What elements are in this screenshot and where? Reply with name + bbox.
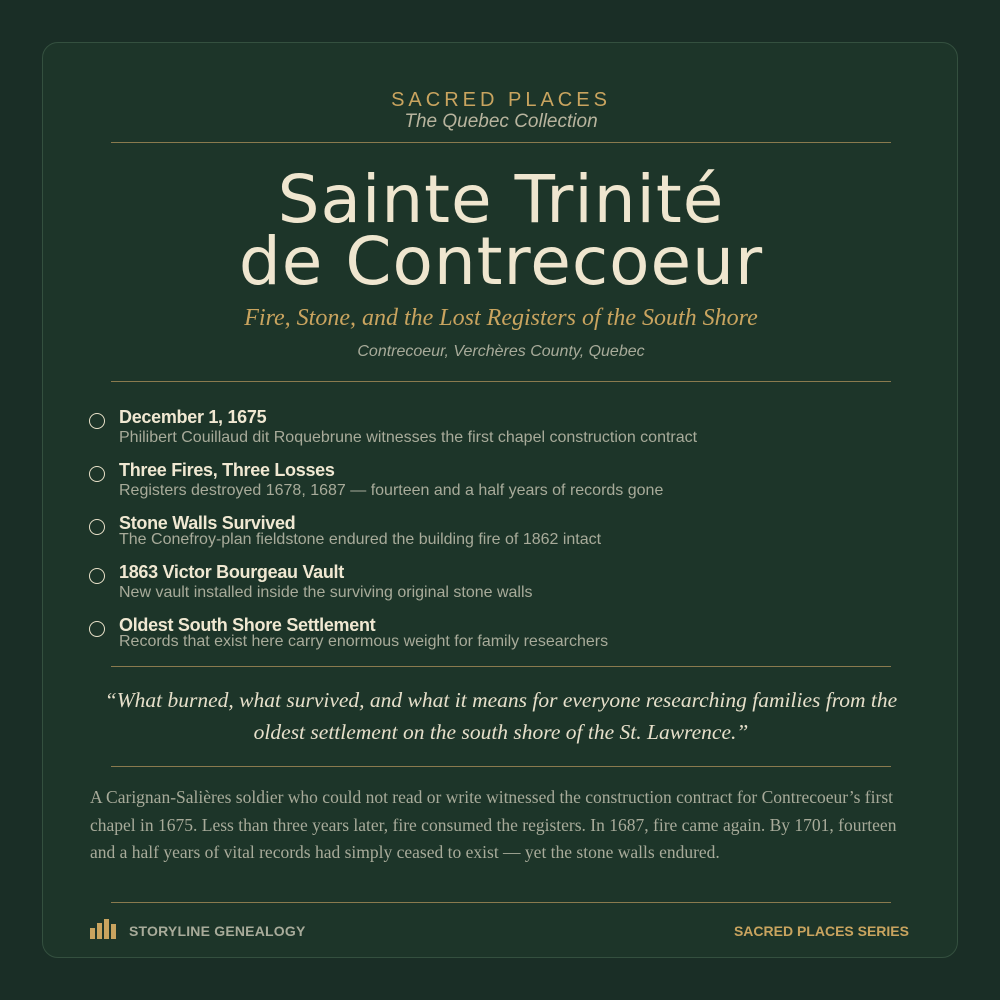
series-footer-label: SACRED PLACES SERIES	[733, 923, 909, 939]
circle-bullet-icon	[89, 568, 105, 584]
timeline-description: The Conefroy-plan fieldstone endured the building fire of 1862 intact	[119, 531, 602, 548]
timeline-heading: Oldest South Shore Settlement	[119, 615, 376, 635]
divider	[111, 666, 891, 667]
circle-bullet-icon	[89, 519, 105, 535]
timeline-description: New vault installed inside the surviving original stone walls	[119, 584, 533, 601]
poster-card	[42, 42, 958, 958]
timeline-description: Philibert Couillaud dit Roquebrune witnesses the first chapel construction contract	[119, 429, 698, 446]
divider	[111, 766, 891, 767]
pull-quote: “What burned, what survived, and what it means for everyone researching families from the oldest settlement on the south shore of the St. Lawrence.”	[104, 688, 898, 744]
page-title	[43, 161, 959, 300]
timeline-heading: Stone Walls Survived	[119, 513, 296, 533]
divider	[111, 902, 891, 903]
body-paragraph: A Carignan-Salières soldier who could not read or write witnessed the construction contract for Contrecoeur’s first chapel in 1675. Less than three years later, fire consumed the registers. In 1687, fire came again. By 1701, fourteen and a half years of vital records had simply ceased to exist — yet the stone walls endured.	[90, 787, 897, 862]
divider	[111, 381, 891, 382]
bar-chart-icon	[90, 919, 122, 939]
location-label: Contrecoeur, Verchères County, Quebec	[357, 343, 645, 360]
circle-bullet-icon	[89, 466, 105, 482]
timeline-heading: December 1, 1675	[119, 407, 267, 427]
collection-label: The Quebec Collection	[404, 111, 598, 132]
title-line-1: Sainte Trinité	[277, 161, 725, 238]
divider	[111, 142, 891, 143]
timeline-description: Registers destroyed 1678, 1687 — fourteen and a half years of records gone	[119, 482, 664, 499]
timeline-description: Records that exist here carry enormous weight for family researchers	[119, 633, 609, 650]
timeline-heading: 1863 Victor Bourgeau Vault	[119, 562, 344, 582]
subtitle: Fire, Stone, and the Lost Registers of the South Shore	[244, 305, 758, 331]
circle-bullet-icon	[89, 621, 105, 637]
series-label: SACRED PLACES	[391, 89, 611, 111]
timeline-heading: Three Fires, Three Losses	[119, 460, 335, 480]
circle-bullet-icon	[89, 413, 105, 429]
brand-name: STORYLINE GENEALOGY	[129, 923, 306, 939]
title-line-2: de Contrecoeur	[238, 223, 764, 300]
